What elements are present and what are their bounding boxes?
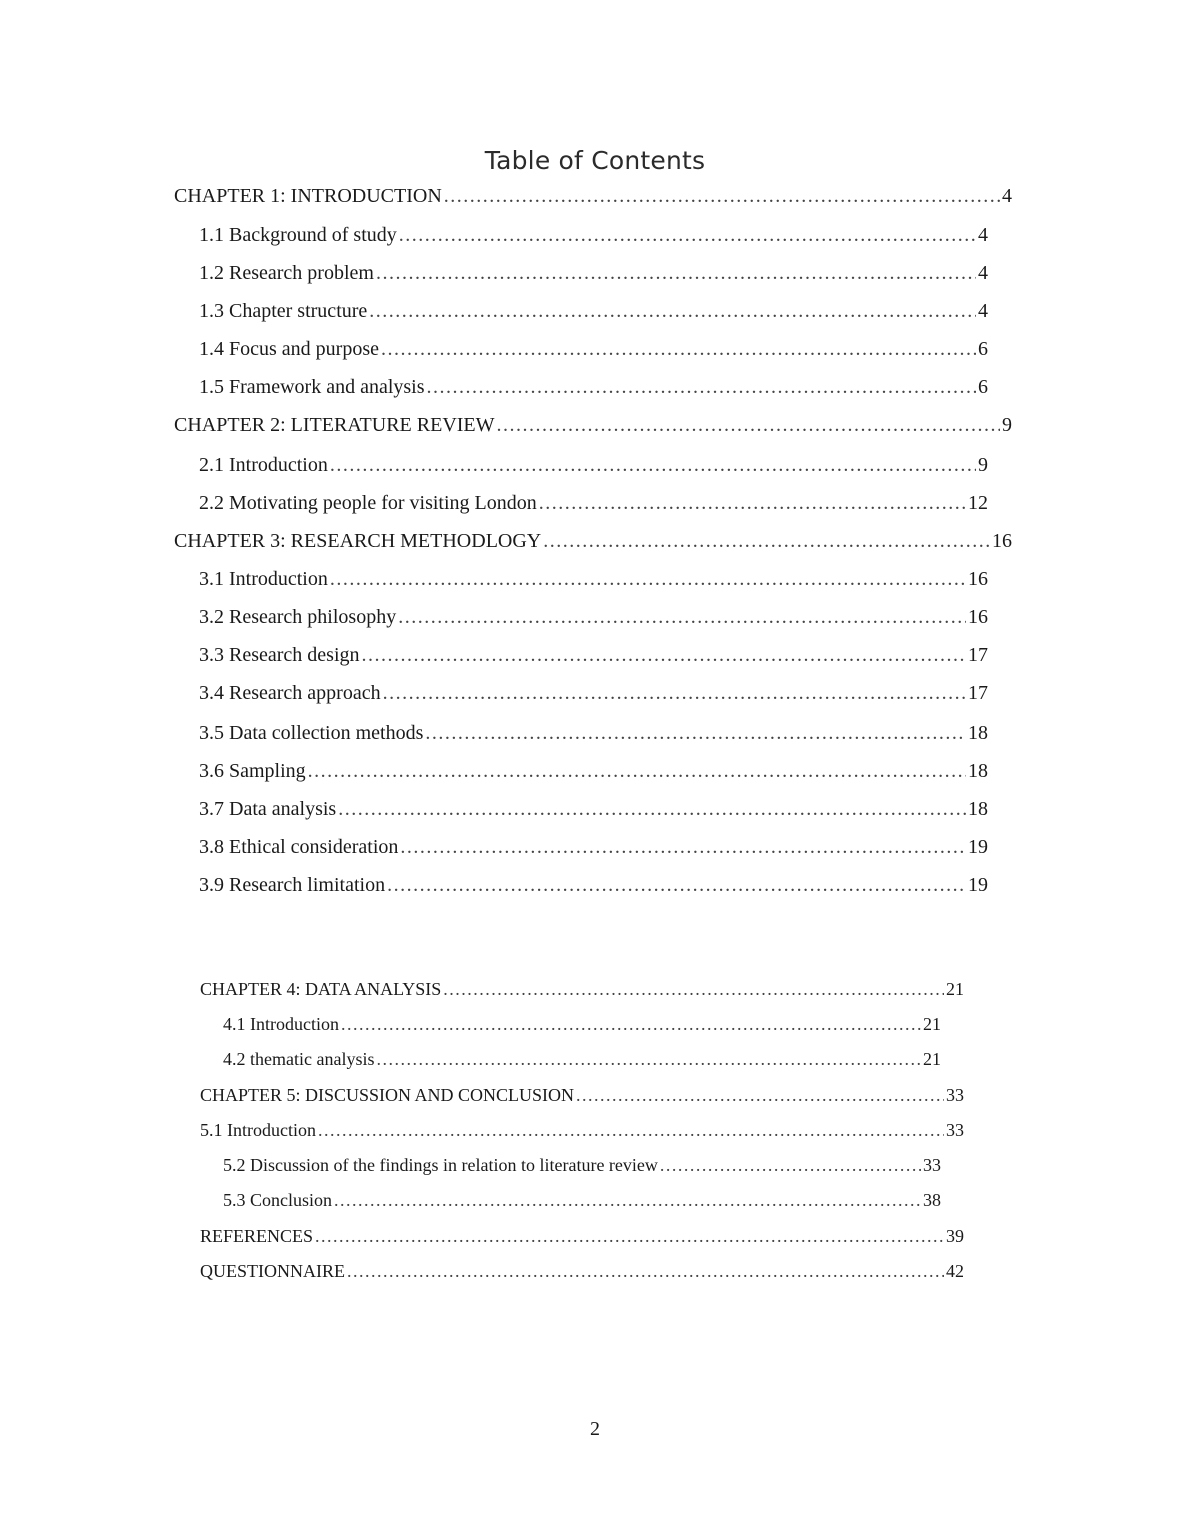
toc-entry-text: 3.1 Introduction xyxy=(199,568,328,590)
toc-entry-page: 12 xyxy=(968,492,988,514)
toc-leader-dots xyxy=(315,1226,944,1247)
toc-entry-4-2[interactable] xyxy=(223,1049,941,1070)
toc-entry-text: 3.5 Data collection methods xyxy=(199,722,424,744)
toc-entry-1-4[interactable] xyxy=(199,338,988,361)
toc-entry-3-8[interactable] xyxy=(199,836,988,859)
toc-leader-dots xyxy=(341,1014,921,1035)
toc-leader-dots xyxy=(308,760,966,783)
toc-leader-dots xyxy=(347,1261,944,1282)
toc-entry-page: 9 xyxy=(978,454,988,476)
toc-entry-1-1[interactable] xyxy=(199,224,988,247)
toc-entry-text: 3.3 Research design xyxy=(199,644,360,666)
toc-entry-3-5[interactable] xyxy=(199,722,988,745)
toc-entry-page: 16 xyxy=(992,530,1012,552)
toc-entry-3-3[interactable] xyxy=(199,644,988,667)
toc-leader-dots xyxy=(400,836,966,859)
toc-entry-text: 1.2 Research problem xyxy=(199,262,374,284)
toc-entry-text: CHAPTER 1: INTRODUCTION xyxy=(174,185,442,207)
toc-entry-text: CHAPTER 4: DATA ANALYSIS xyxy=(200,979,442,999)
toc-leader-dots xyxy=(330,454,976,477)
toc-entry-text: 3.9 Research limitation xyxy=(199,874,386,896)
toc-entry-page: 4 xyxy=(978,300,988,322)
toc-entry-page: 4 xyxy=(1002,185,1012,207)
toc-entry-text: 3.2 Research philosophy xyxy=(199,606,397,628)
toc-entry-page: 17 xyxy=(968,682,988,704)
toc-entry-chapter-1[interactable] xyxy=(174,185,1012,208)
toc-entry-page: 6 xyxy=(978,376,988,398)
toc-entry-3-1[interactable] xyxy=(199,568,988,591)
toc-entry-1-2[interactable] xyxy=(199,262,988,285)
toc-entry-page: 38 xyxy=(923,1190,941,1210)
toc-entry-chapter-4[interactable] xyxy=(200,979,964,1000)
toc-entry-page: 18 xyxy=(968,760,988,782)
toc-leader-dots xyxy=(543,530,990,553)
toc-entry-2-1[interactable] xyxy=(199,454,988,477)
toc-entry-page: 19 xyxy=(968,836,988,858)
toc-entry-page: 9 xyxy=(1002,414,1012,436)
toc-entry-page: 39 xyxy=(946,1226,964,1246)
toc-entry-text: 3.8 Ethical consideration xyxy=(199,836,399,858)
toc-entry-text: CHAPTER 2: LITERATURE REVIEW xyxy=(174,414,495,436)
toc-entry-page: 42 xyxy=(946,1261,964,1281)
toc-entry-5-2[interactable] xyxy=(223,1155,941,1176)
toc-entry-text: 2.2 Motivating people for visiting London xyxy=(199,492,537,514)
toc-entry-text: 3.6 Sampling xyxy=(199,760,306,782)
toc-entry-1-3[interactable] xyxy=(199,300,988,323)
toc-entry-text: 4.1 Introduction xyxy=(223,1014,339,1034)
toc-entry-chapter-3[interactable] xyxy=(174,530,1012,553)
toc-leader-dots xyxy=(443,979,944,1000)
toc-leader-dots xyxy=(425,722,966,745)
toc-entry-text: CHAPTER 5: DISCUSSION AND CONCLUSION xyxy=(200,1085,575,1105)
toc-entry-5-3[interactable] xyxy=(223,1190,941,1211)
toc-entry-text: REFERENCES xyxy=(200,1226,314,1246)
toc-entry-page: 6 xyxy=(978,338,988,360)
toc-entry-references[interactable] xyxy=(200,1226,964,1247)
toc-entry-3-9[interactable] xyxy=(199,874,988,897)
toc-entry-text: CHAPTER 3: RESEARCH METHODLOGY xyxy=(174,530,542,552)
toc-leader-dots xyxy=(444,185,1000,208)
toc-entry-4-1[interactable] xyxy=(223,1014,941,1035)
toc-leader-dots xyxy=(318,1120,944,1141)
toc-entry-2-2[interactable] xyxy=(199,492,988,515)
toc-entry-text: 1.3 Chapter structure xyxy=(199,300,368,322)
toc-leader-dots xyxy=(399,224,976,247)
toc-entry-text: QUESTIONNAIRE xyxy=(200,1261,345,1281)
toc-entry-text: 4.2 thematic analysis xyxy=(223,1049,375,1069)
toc-entry-text: 1.1 Background of study xyxy=(199,224,397,246)
toc-entry-text: 5.1 Introduction xyxy=(200,1120,316,1140)
toc-leader-dots xyxy=(398,606,966,629)
toc-entry-text: 1.5 Framework and analysis xyxy=(199,376,425,398)
toc-entry-page: 4 xyxy=(978,262,988,284)
toc-leader-dots xyxy=(334,1190,921,1211)
toc-leader-dots xyxy=(338,798,966,821)
toc-entry-page: 18 xyxy=(968,722,988,744)
toc-leader-dots xyxy=(660,1155,921,1176)
toc-entry-text: 3.7 Data analysis xyxy=(199,798,337,820)
toc-entry-text: 5.2 Discussion of the findings in relation to literature review xyxy=(223,1155,658,1175)
toc-entry-page: 33 xyxy=(946,1120,964,1140)
toc-entry-page: 16 xyxy=(968,606,988,628)
toc-entry-page: 21 xyxy=(923,1014,941,1034)
toc-entry-3-2[interactable] xyxy=(199,606,988,629)
toc-entry-3-6[interactable] xyxy=(199,760,988,783)
toc-entry-page: 33 xyxy=(946,1085,964,1105)
toc-entry-page: 4 xyxy=(978,224,988,246)
toc-entry-text: 1.4 Focus and purpose xyxy=(199,338,379,360)
toc-entry-3-7[interactable] xyxy=(199,798,988,821)
toc-entry-page: 19 xyxy=(968,874,988,896)
toc-entry-3-4[interactable] xyxy=(199,682,988,705)
toc-leader-dots xyxy=(330,568,966,591)
toc-entry-text: 3.4 Research approach xyxy=(199,682,381,704)
toc-entry-1-5[interactable] xyxy=(199,376,988,399)
toc-leader-dots xyxy=(539,492,966,515)
toc-leader-dots xyxy=(497,414,1000,437)
toc-entry-page: 21 xyxy=(923,1049,941,1069)
toc-leader-dots xyxy=(387,874,966,897)
toc-leader-dots xyxy=(376,262,976,285)
toc-entry-page: 18 xyxy=(968,798,988,820)
toc-entry-page: 17 xyxy=(968,644,988,666)
toc-entry-questionnaire[interactable] xyxy=(200,1261,964,1282)
toc-leader-dots xyxy=(381,338,976,361)
toc-entry-5-1[interactable] xyxy=(200,1120,964,1141)
toc-entry-page: 21 xyxy=(946,979,964,999)
toc-entry-page: 16 xyxy=(968,568,988,590)
toc-leader-dots xyxy=(427,376,976,399)
toc-leader-dots xyxy=(362,644,966,667)
toc-entry-chapter-2[interactable] xyxy=(174,414,1012,437)
toc-entry-chapter-5[interactable] xyxy=(200,1085,964,1106)
toc-entry-text: 5.3 Conclusion xyxy=(223,1190,333,1210)
toc-leader-dots xyxy=(576,1085,944,1106)
toc-leader-dots xyxy=(369,300,976,323)
toc-leader-dots xyxy=(383,682,966,705)
toc-entry-text: 2.1 Introduction xyxy=(199,454,328,476)
toc-leader-dots xyxy=(376,1049,921,1070)
toc-entry-page: 33 xyxy=(923,1155,941,1175)
page-title: Table of Contents xyxy=(484,146,706,175)
page-number: 2 xyxy=(590,1418,600,1440)
